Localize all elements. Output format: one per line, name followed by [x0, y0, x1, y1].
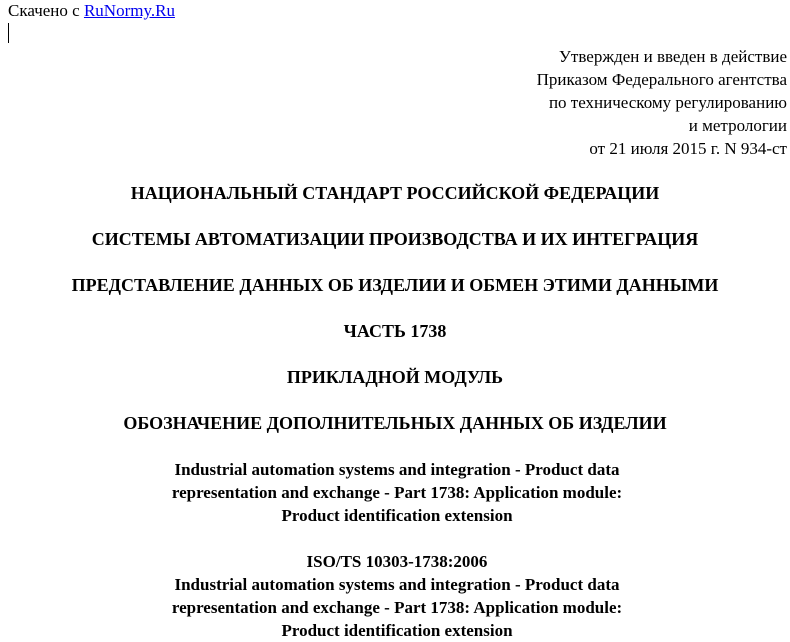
iso-title-line-3: Product identification extension — [281, 621, 513, 640]
source-attribution — [8, 1, 175, 21]
english-title-line-3: Product identification extension — [281, 506, 513, 525]
approval-line-4: и метрологии — [688, 116, 787, 135]
module-heading: ПРИКЛАДНОЙ МОДУЛЬ — [286, 367, 504, 387]
english-title-line-1: Industrial automation systems and integration - Product data — [174, 460, 620, 479]
approval-line-2: Приказом Федерального агентства — [536, 70, 787, 89]
part-heading: ЧАСТЬ 1738 — [343, 321, 447, 341]
english-title-block — [0, 458, 790, 527]
iso-title-line-1: Industrial automation systems and integration - Product data — [174, 575, 620, 594]
designation-heading: ОБОЗНАЧЕНИЕ ДОПОЛНИТЕЛЬНЫХ ДАННЫХ ОБ ИЗДЕЛИИ — [123, 413, 667, 433]
text-cursor — [8, 23, 9, 43]
runormy-link[interactable]: RuNormy.Ru — [83, 1, 175, 20]
approval-block — [537, 45, 787, 160]
systems-heading: СИСТЕМЫ АВТОМАТИЗАЦИИ ПРОИЗВОДСТВА И ИХ ИНТЕГРАЦИЯ — [91, 229, 699, 249]
iso-reference-block — [0, 550, 790, 642]
approval-line-3: по техническому регулированию — [548, 93, 787, 112]
representation-heading: ПРЕДСТАВЛЕНИЕ ДАННЫХ ОБ ИЗДЕЛИИ И ОБМЕН ЭТИМИ ДАННЫМИ — [71, 275, 719, 295]
english-title-line-2: representation and exchange - Part 1738: Application module: — [171, 483, 623, 502]
iso-code: ISO/TS 10303-1738:2006 — [306, 552, 488, 571]
national-standard-heading: НАЦИОНАЛЬНЫЙ СТАНДАРТ РОССИЙСКОЙ ФЕДЕРАЦИИ — [130, 183, 660, 203]
iso-title-line-2: representation and exchange - Part 1738: Application module: — [171, 598, 623, 617]
approval-line-5: от 21 июля 2015 г. N 934-ст — [589, 139, 787, 158]
approval-line-1: Утвержден и введен в действие — [558, 47, 787, 66]
source-prefix: Скачено с — [8, 1, 80, 20]
